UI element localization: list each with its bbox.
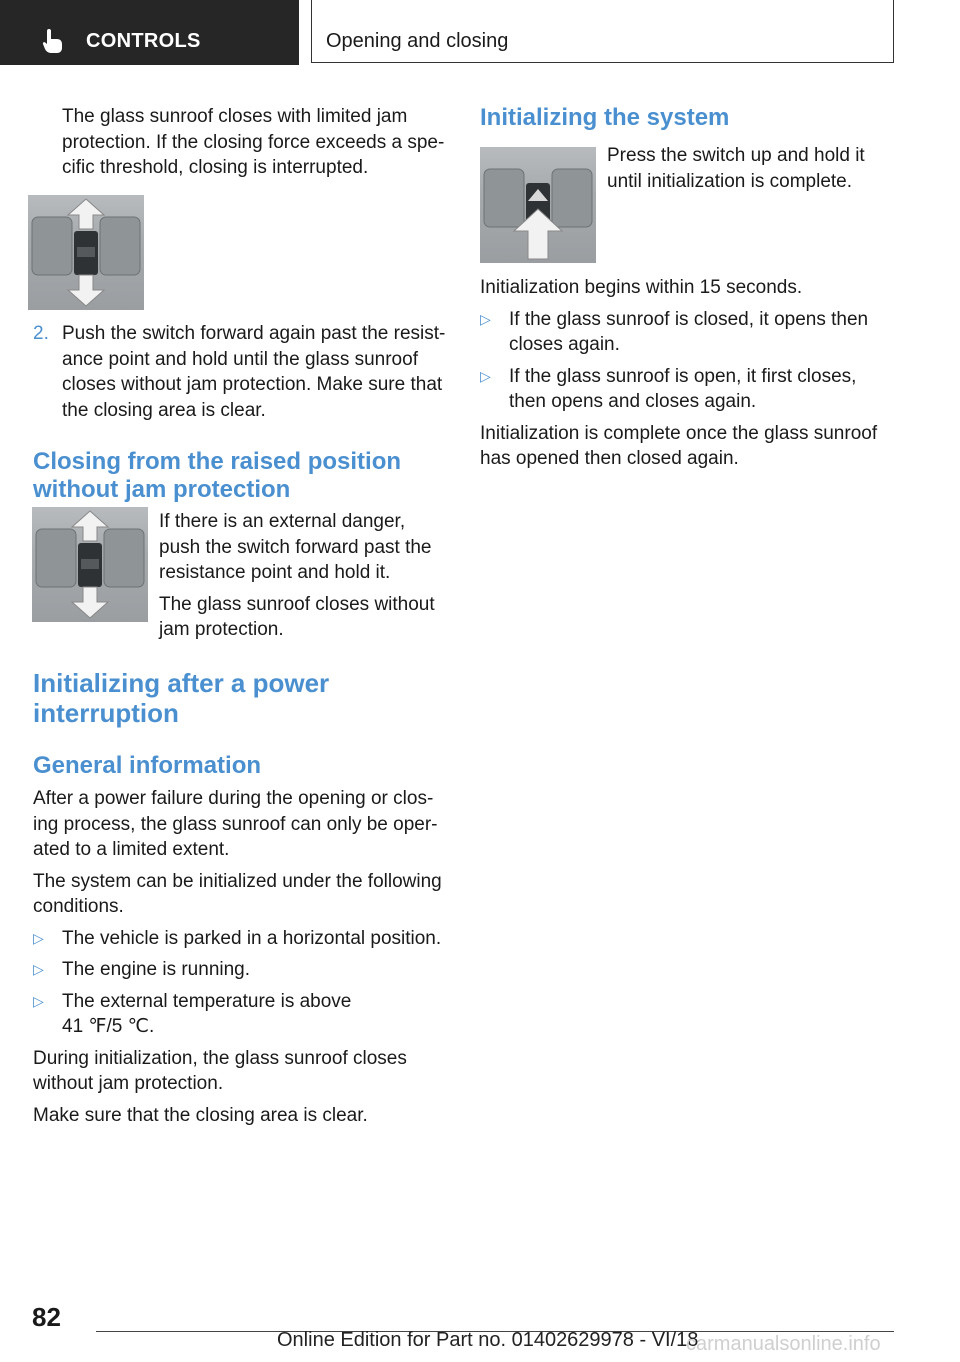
init-system-heading: Initializing the system (480, 104, 730, 131)
edition-text: Online Edition for Part no. 01402629978 - VI/18 (277, 1329, 699, 1351)
step-2 (33, 321, 449, 423)
raised-text (159, 509, 449, 649)
general-section (33, 786, 451, 1134)
raised-paragraph-1: If there is an external danger, push the switch forward past the resistance point and hold it. (159, 511, 432, 583)
chapter-header (311, 0, 894, 63)
raised-heading: Closing from the raised position without jam protection (33, 448, 402, 503)
power-heading: Initializing after a power interruption (33, 668, 330, 728)
section-tab (0, 0, 299, 65)
raised-paragraph-2: The glass sunroof closes without jam protection. (159, 593, 435, 640)
begins-paragraph: Initialization begins within 15 seconds. (480, 277, 803, 298)
bullet-text: If the glass sunroof is open, it first closes, then opens and closes again. (509, 365, 857, 412)
watermark: carmanualsonline.info (686, 1333, 881, 1355)
switch-photo-2 (32, 507, 148, 622)
make-sure-paragraph: Make sure that the closing area is clear. (33, 1104, 368, 1126)
step-number: 2. (33, 323, 49, 344)
list-item (480, 364, 890, 415)
step-2-text: Push the switch forward again past the resist‐ ance point and hold until the glass sunroof closes without jam protection. Make sure that the closing area is clear. (62, 323, 446, 421)
pointing-hand-icon (42, 28, 64, 54)
init-section (480, 275, 890, 478)
general-paragraph-1: After a power failure during the opening or clos‐ ing process, the glass sunroof can only be oper‐ ated to a limited extent. (33, 788, 438, 860)
bullet-text: If the glass sunroof is closed, it opens then closes again. (509, 308, 869, 355)
bullet-triangle-icon: ▷ (33, 929, 44, 946)
bullet-text: The external temperature is above 41 ℉/5 ℃. (62, 990, 352, 1037)
bullet-text: The vehicle is parked in a horizontal position. (62, 927, 442, 949)
during-paragraph: During initialization, the glass sunroof closes without jam protection. (33, 1047, 407, 1094)
page-number: 82 (32, 1302, 61, 1332)
chapter-title: Opening and closing (326, 30, 509, 52)
section-label: CONTROLS (86, 30, 201, 52)
bullet-text: The engine is running. (62, 959, 251, 980)
bullet-triangle-icon: ▷ (480, 367, 491, 384)
switch-photo-1 (28, 195, 144, 310)
general-paragraph-2: The system can be initialized under the following conditions. (33, 870, 442, 917)
general-heading: General information (33, 752, 262, 779)
intro-paragraph (62, 104, 450, 187)
switch-photo-3 (480, 147, 596, 263)
list-item (33, 926, 451, 952)
list-item (33, 989, 451, 1040)
bullet-triangle-icon: ▷ (480, 310, 491, 327)
list-item (33, 957, 451, 983)
intro-text: The glass sunroof closes with limited jam protection. If the closing force exceeds a spe‐ cific threshold, closing is interrupted. (62, 106, 445, 178)
list-item (480, 307, 890, 358)
complete-paragraph: Initialization is complete once the glass sunroof has opened then closed again. (480, 422, 878, 469)
press-paragraph: Press the switch up and hold it until initialization is complete. (607, 145, 865, 192)
bullet-triangle-icon: ▷ (33, 961, 44, 977)
bullet-triangle-icon: ▷ (33, 992, 44, 1009)
